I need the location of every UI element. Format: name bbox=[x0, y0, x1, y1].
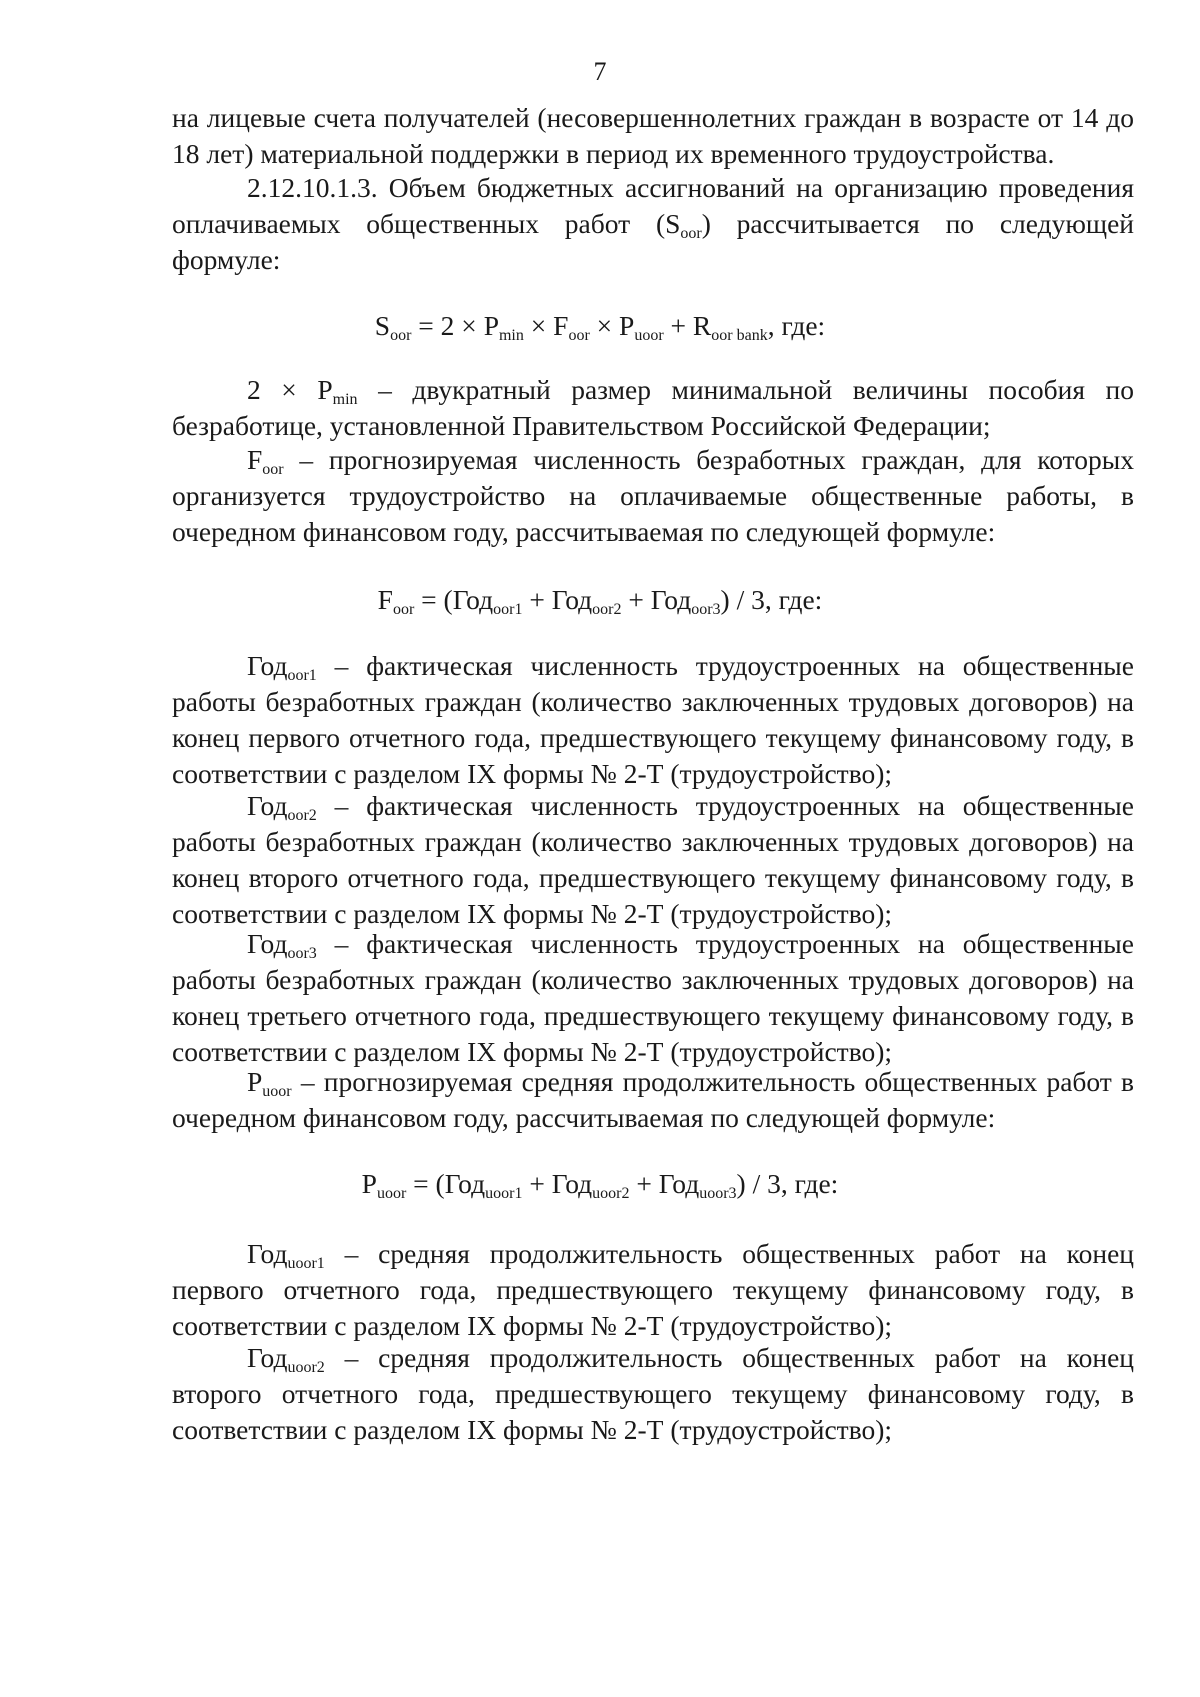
definition-god-uoor1: Год$_{uoor1}$ – средняя продолжительность общественных работ на конец первого отчетного года, предшествующего текущему финансовому году, в соответствии с разделом IX формы № 2-Т (трудоустройство); bbox=[172, 1238, 1134, 1341]
paragraph-2-12-10-1-3: 2.12.10.1.3. Объем бюджетных ассигнований на организацию проведения оплачиваемых общественных работ $(S_{oor})$ рассчитывается по следующей формуле: bbox=[172, 172, 1134, 275]
definition-p-uoor: $P_{uoor}$ – прогнозируемая средняя продолжительность общественных работ в очередном финансовом году, рассчитываемая по следующей формуле: bbox=[172, 1066, 1134, 1133]
formula-f-oor: $F_{oor} = (Год_{oor1} + Год_{oor2} + Год_{oor3}) / 3$, где: bbox=[377, 584, 823, 618]
definition-p-min: $2 \times P_{min}$ – двукратный размер минимальной величины пособия по безработице, установленной Правительством Российской Федерации; bbox=[172, 374, 1134, 441]
formula-p-uoor: $P_{uoor} = (Год_{uoor1} + Год_{uoor2} + Год_{uoor3}) / 3$, где: bbox=[361, 1168, 839, 1202]
page-number: 7 bbox=[593, 57, 607, 86]
formula-s-oor: $S_{oor} = 2 \times P_{min} \times F_{oor} \times P_{uoor} + R_{oor bank}$, где: bbox=[374, 310, 826, 344]
definition-god-oor3: Год$_{oor3}$ – фактическая численность трудоустроенных на общественные работы безработных граждан (количество заключенных трудовых договоров) на конец третьего отчетного года, предшествующего текущему финансовому году, в соответствии с разделом IX формы № 2-Т (трудоустройство); bbox=[172, 928, 1134, 1067]
definition-god-oor1: Год$_{oor1}$ – фактическая численность трудоустроенных на общественные работы безработных граждан (количество заключенных трудовых договоров) на конец первого отчетного года, предшествующего текущему финансовому году, в соответствии с разделом IX формы № 2-Т (трудоустройство); bbox=[172, 650, 1134, 789]
definition-god-uoor2: Год$_{uoor2}$ – средняя продолжительность общественных работ на конец второго отчетного года, предшествующего текущему финансовому году, в соответствии с разделом IX формы № 2-Т (трудоустройство); bbox=[172, 1342, 1134, 1445]
definition-god-oor2: Год$_{oor2}$ – фактическая численность трудоустроенных на общественные работы безработных граждан (количество заключенных трудовых договоров) на конец второго отчетного года, предшествующего текущему финансовому году, в соответствии с разделом IX формы № 2-Т (трудоустройство); bbox=[172, 790, 1134, 929]
definition-f-oor: $F_{oor}$ – прогнозируемая численность безработных граждан, для которых организуется трудоустройство на оплачиваемые общественные работы, в очередном финансовом году, рассчитываемая по следующей формуле: bbox=[172, 444, 1134, 547]
paragraph-recipients: на лицевые счета получателей (несовершеннолетних граждан в возрасте от 14 до 18 лет) материальной поддержки в период их временного трудоустройства. bbox=[172, 102, 1134, 169]
